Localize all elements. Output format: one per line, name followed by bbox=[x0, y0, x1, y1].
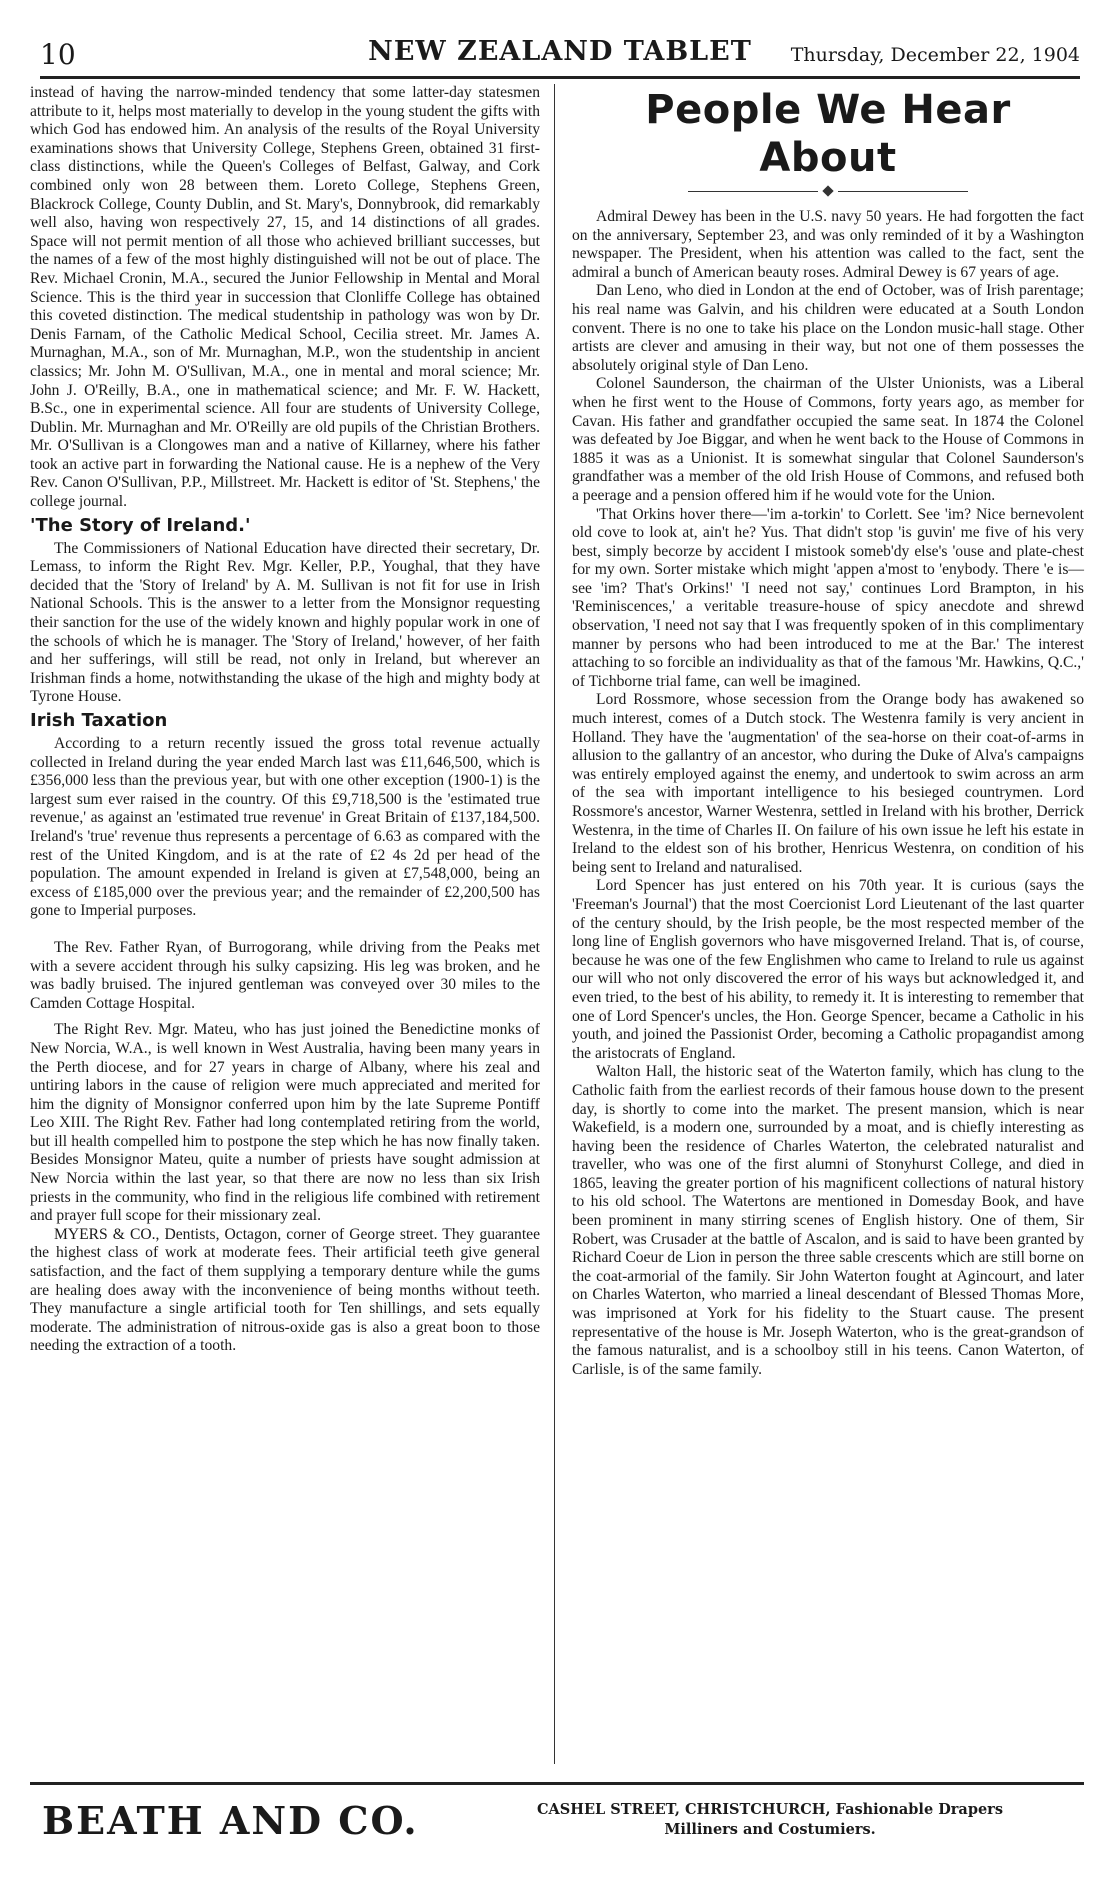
paragraph-lord-rossmore: Lord Rossmore, whose secession from the Orange body has awakened so much interest, comes of a Dutch stock. The Westenra family is very ancient in Holland. They have the 'augmentation' of the sea-horse on their coat-of-arms in allusion to the gallantry of an ancestor, who during the Duke of Alva's campaigns was entirely employed against the enemy, and undertook to swim across an arm of the sea with important intelligence to his besieged countrymen. Lord Rossmore's ancestor, Warner Westenra, settled in Ireland with his brother, Derrick Westenra, in the time of Charles II. On failure of his own issue he left his estate in Ireland to the eldest son of his brother, Henricus Westenra, on condition of his being sent to Ireland and naturalised. bbox=[572, 691, 1084, 876]
ornamental-rule bbox=[572, 186, 1084, 196]
advertisement-myers-dentists: MYERS & CO., Dentists, Octagon, corner of George street. They guarantee the highest class of work at moderate fees. Their artificial teeth give general satisfaction, and the fact of them supplying a temporary denture while the gums are healing does away with the inconvenience of being months without teeth. They manufacture a single artificial tooth for Ten shillings, and sets equally moderate. The administration of nitrous-oxide gas is also a great boon to those needing the extraction of a tooth. bbox=[30, 1225, 540, 1355]
article-paragraph-university: instead of having the narrow-minded tendency that some latter-day statesmen attribute to it, helps most materially to develop in the young student the gifts with which God has endowed him. An analysis of the results of the Royal University examinations shows that University College, Stephens Green, obtained 31 first-class distinctions, while the Queen's Colleges of Belfast, Galway, and Cork combined only won 28 between them. Loreto College, Stephens Green, Blackrock College, County Dublin, and St. Mary's, Donnybrook, did remarkably well also, having won respectively 27, 15, and 14 distinctions of all grades. Space will not permit mention of all those who achieved brilliant successes, but the names of a few of the most highly distinguished will not be out of place. The Rev. Michael Cronin, M.A., secured the Junior Fellowship in Mental and Moral Science. This is the third year in succession that Clonliffe College has obtained this coveted distinction. The medical studentship in pathology was won by Dr. Denis Farnam, of the Catholic Medical School, Cecilia street. Mr. James A. Murnaghan, M.A., son of Mr. Murnaghan, M.P., won the studentship in ancient classics; Mr. John M. O'Sullivan, M.A., one in mental and moral science; Mr. John J. O'Reilly, B.A., one in mathematical science; and Mr. F. W. Hackett, B.Sc., one in experimental science. All four are students of University College, Dublin. Mr. Murnaghan and Mr. O'Reilly are old pupils of the Christian Brothers. Mr. O'Sullivan is a Clongowes man and a native of Killarney, where his father took an active part in forwarding the National cause. He is a nephew of the Very Rev. Canon O'Sullivan, P.P., Millstreet. Mr. Hackett is editor of 'St. Stephens,' the college journal. bbox=[30, 84, 540, 511]
article-paragraph-father-ryan: The Rev. Father Ryan, of Burrogorang, while driving from the Peaks met with a severe accident through his sulky capsizing. His leg was broken, and he was badly bruised. The injured gentleman was conveyed over 30 miles to the Camden Cottage Hospital. bbox=[30, 938, 540, 1012]
issue-date: Thursday, December 22, 1904 bbox=[790, 44, 1080, 66]
footer-advertisement bbox=[30, 1794, 1084, 1854]
header-rule bbox=[40, 76, 1080, 79]
paragraph-walton-hall: Walton Hall, the historic seat of the Waterton family, which has clung to the Catholic faith from the earliest records of their famous house down to the present day, is shortly to come into the market. The present mansion, which is near Wakefield, is a modern one, surrounded by a moat, and is chiefly interesting as having been the residence of Charles Waterton, the celebrated naturalist and traveller, who was one of the first alumni of Stonyhurst College, and died in 1865, leaving the greater portion of his magnificent collections of natural history to his old school. The Watertons are mentioned in Domesday Book, and have been prominent in many stirring scenes of English history. One of them, Sir Robert, was Crusader at the battle of Ascalon, and is said to have been granted by Richard Coeur de Lion in person the three sable crescents which are still borne on the coat-armorial of the family. Sir John Waterton fought at Agincourt, and later on Charles Waterton, who married a lineal descendant of Blessed Thomas More, was imprisoned at York for his fidelity to the Stuart cause. The present representative of the house is Mr. Joseph Waterton, who is the great-grandson of the famous naturalist, and is a schoolboy still in his teens. Canon Waterton, of Carlisle, is of the same family. bbox=[572, 1063, 1084, 1378]
advertiser-name: BEATH AND CO. bbox=[42, 1798, 419, 1843]
newspaper-title: NEW ZEALAND TABLET bbox=[368, 36, 752, 67]
feature-title: People We Hear About bbox=[645, 87, 1011, 181]
left-column bbox=[30, 84, 540, 1356]
paragraph-dan-leno: Dan Leno, who died in London at the end of October, was of Irish parentage; his real name was Galvin, and his children were educated at a South London convent. There is no one to take his place on the London music-hall stage. Other artists are clever and amusing in their way, but not one of them possesses the absolutely original style of Dan Leno. bbox=[572, 282, 1084, 374]
paragraph-colonel-saunderson: Colonel Saunderson, the chairman of the Ulster Unionists, was a Liberal when he first went to the House of Commons, forty years ago, as member for Cavan. His father and grandfather occupied the same seat. In 1874 the Colonel was defeated by Joe Biggar, and when he went back to the House of Commons in 1885 it was as a Unionist. It is somewhat singular that Colonel Saunderson's grandfather was a member of the old Irish House of Commons, and refused both a peerage and a pension offered him if he would vote for the Union. bbox=[572, 375, 1084, 504]
right-column bbox=[572, 84, 1084, 1379]
spacer bbox=[30, 1013, 540, 1021]
subheading-irish-taxation: Irish Taxation bbox=[30, 710, 168, 731]
subheading-story-of-ireland: 'The Story of Ireland.' bbox=[30, 514, 251, 536]
article-paragraph-irish-taxation: According to a return recently issued the gross total revenue actually collected in Ireland during the year ended March last was £11,646,500, which is £356,000 less than the previous year, but with one other exception (1900-1) is the largest sum ever raised in the country. Of this £9,718,500 is the 'estimated true revenue,' as against an 'estimated true revenue' in Great Britain of £137,184,500. Ireland's 'true' revenue thus represents a percentage of 6.63 as compared with the rest of the United Kingdom, and is at the rate of £2 4s 2d per head of the population. The amount expended in Ireland is given at £7,548,000, being an excess of £185,000 over the previous year; and the remainder of £2,200,500 has gone to Imperial purposes. bbox=[30, 735, 540, 920]
diamond-ornament-icon bbox=[822, 185, 833, 196]
footer-rule bbox=[30, 1782, 1084, 1785]
page-number: 10 bbox=[40, 38, 76, 71]
page-header bbox=[40, 38, 1080, 74]
spacer bbox=[30, 921, 540, 939]
advertiser-address-line-2: Milliners and Costumiers. bbox=[664, 1821, 876, 1838]
advertiser-address-line-1: CASHEL STREET, CHRISTCHURCH, Fashionable Drapers bbox=[537, 1801, 1003, 1818]
column-divider bbox=[554, 84, 555, 1764]
advertiser-address bbox=[490, 1800, 1050, 1840]
article-paragraph-story-of-ireland: The Commissioners of National Education have directed their secretary, Dr. Lemass, to inform the Right Rev. Mgr. Keller, P.P., Youghal, that they have decided that the 'Story of Ireland' by A. M. Sullivan is not fit for use in Irish National Schools. This is the answer to a letter from the Monsignor requesting their sanction for the use of the widely known and highly popular work in one of the schools of which he is manager. The 'Story of Ireland,' however, of her faith and her sufferings, will still be read, not only in Ireland, but wherever an Irishman finds a home, notwithstanding the ukase of the high and mighty body at Tyrone House. bbox=[30, 539, 540, 706]
rule-line bbox=[688, 191, 818, 192]
paragraph-admiral-dewey: Admiral Dewey has been in the U.S. navy 50 years. He had forgotten the fact on the anniversary, September 23, and was only reminded of it by a Washington newspaper. The President, when his attention was called to the fact, sent the admiral a bunch of American beauty roses. Admiral Dewey is 67 years of age. bbox=[572, 208, 1084, 281]
paragraph-lord-brampton: 'That Orkins hover there—'im a-torkin' to Corlett. See 'im? Nice bernevolent old cove to look at, ain't he? Yus. That didn't stop 'is guvin' me five of his very best, simply becorze by accident I mistook someb'dy else's 'ouse and plate-chest for my own. Sorter mistake which might 'appen a'most to 'enybody. There 'e is—see 'im? That's Orkins!' 'I need not say,' continues Lord Brampton, in his 'Reminiscences,' a veritable treasure-house of spicy anecdote and shrewd observation, 'I need not say that I was frequently spoken of in this complimentary manner by persons who had been introduced to me at the Bar.' The interest attaching to so forcible an individuality as that of the famous 'Mr. Hawkins, Q.C.,' of Tichborne trial fame, can well be imagined. bbox=[572, 505, 1084, 690]
article-paragraph-mgr-mateu: The Right Rev. Mgr. Mateu, who has just joined the Benedictine monks of New Norcia, W.A., is well known in West Australia, having been many years in the Perth diocese, and for 27 years in charge of Albany, where his zeal and untiring labors in the cause of religion were much appreciated and merited for him the dignity of Monsignor conferred upon him by the late Supreme Pontiff Leo XIII. The Right Rev. Father had long contemplated retiring from the world, but ill health compelled him to postpone the step which he has now finally taken. Besides Monsignor Mateu, quite a number of priests have sought admission at New Norcia within the last year, so that there are now no less than six Irish priests in the community, who find in the religious life combined with retirement and prayer full scope for their missionary zeal. bbox=[30, 1021, 540, 1225]
rule-line bbox=[838, 191, 968, 192]
paragraph-lord-spencer: Lord Spencer has just entered on his 70th year. It is curious (says the 'Freeman's Journal') that the most Coercionist Lord Lieutenant of the last quarter of the century should, by the Irish people, be the most respected member of the long line of English governors who have misgoverned Ireland. That is, of course, because he was one of the few Englishmen who came to Ireland to rule us against our will who not only discovered the error of his ways but acknowledged it, and even tried, to the best of his ability, to remedy it. It is interesting to remember that one of Lord Spencer's uncles, the Hon. George Spencer, became a Catholic in his youth, and joined the Passionist Order, becoming a Catholic propagandist among the aristocrats of England. bbox=[572, 877, 1084, 1062]
